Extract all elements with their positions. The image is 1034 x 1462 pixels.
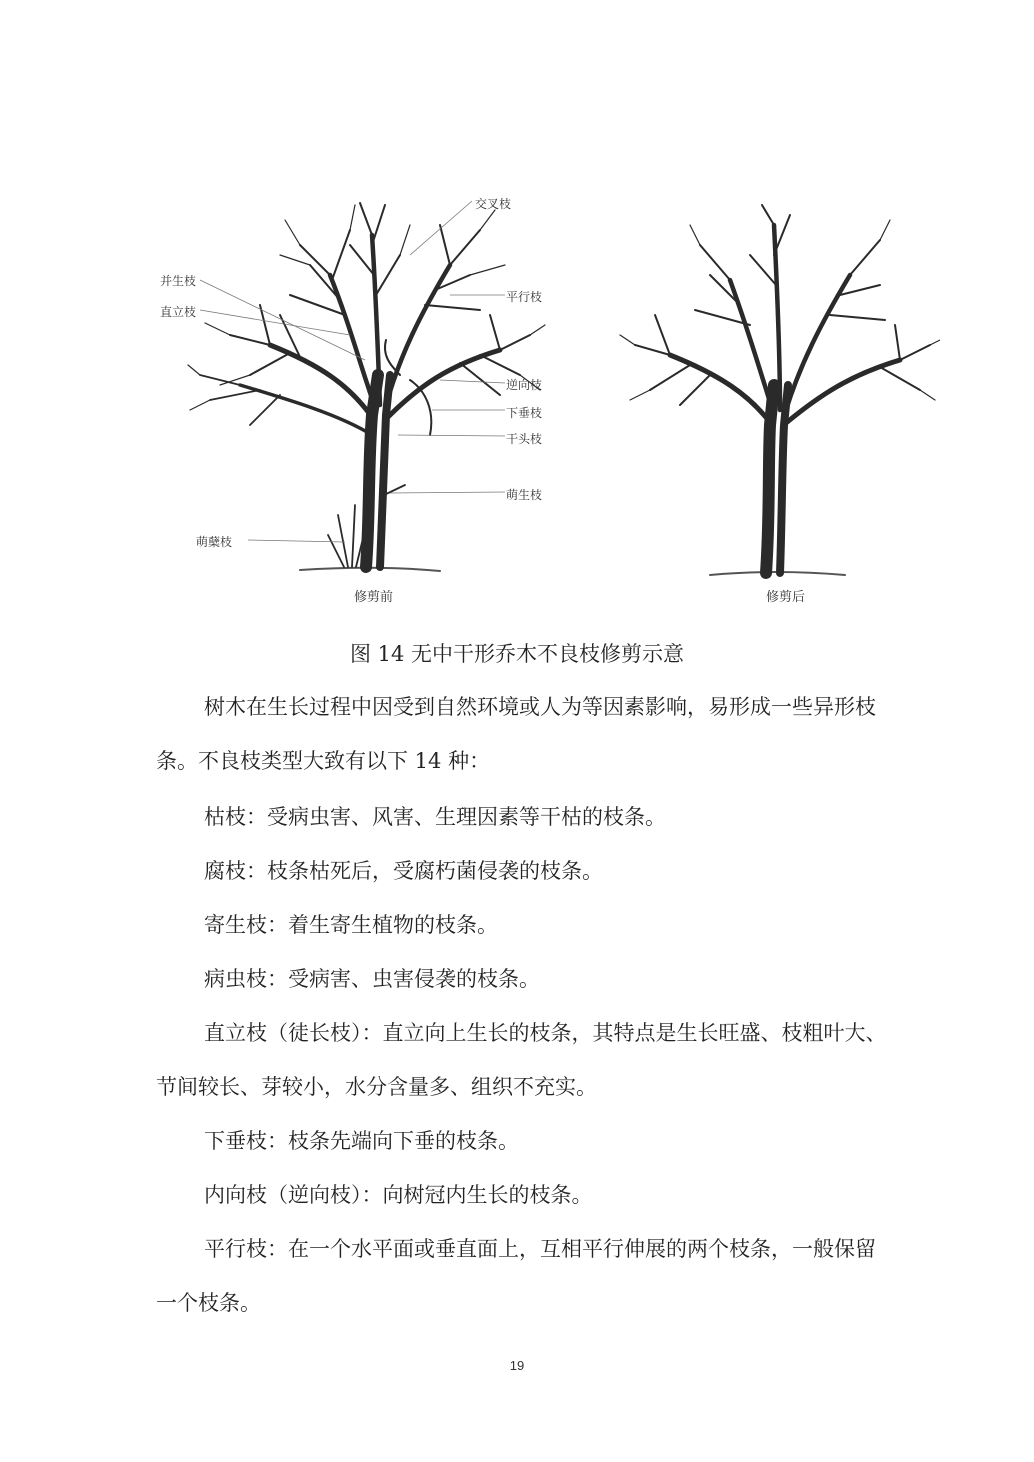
paragraph-rotten-branch: 腐枝：枝条枯死后，受腐朽菌侵袭的枝条。 xyxy=(204,859,603,883)
paragraph-intro: 树木在生长过程中因受到自然环境或人为等因素影响，易形成一些异形枝条。不良枝类型大致有以下 14 种： xyxy=(156,695,876,773)
label-parallel-growth-branch: 并生枝 xyxy=(160,274,197,288)
paragraph-diseased-branch: 病虫枝：受病害、虫害侵袭的枝条。 xyxy=(204,967,540,991)
pruning-figure xyxy=(150,185,940,615)
tree-before xyxy=(188,203,545,571)
label-before-pruning: 修剪前 xyxy=(354,590,394,605)
label-crossing-branch: 交叉枝 xyxy=(475,197,512,211)
figure-caption: 图 14 无中干形乔木不良枝修剪示意 xyxy=(349,642,685,666)
label-sprout-branch: 萌生枝 xyxy=(506,488,543,502)
leader-lines xyxy=(200,201,505,542)
page-number: 19 xyxy=(509,1358,525,1373)
label-sucker-branch: 萌蘖枝 xyxy=(196,535,233,549)
tree-illustration xyxy=(150,185,940,615)
label-reverse-branch: 逆向枝 xyxy=(506,378,543,392)
paragraph-inward-branch: 内向枝（逆向枝）：向树冠内生长的枝条。 xyxy=(204,1183,593,1207)
paragraph-dead-branch: 枯枝：受病虫害、风害、生理因素等干枯的枝条。 xyxy=(204,805,666,829)
label-parallel-branch: 平行枝 xyxy=(506,290,543,304)
paragraph-upright-branch: 直立枝（徒长枝）：直立向上生长的枝条，其特点是生长旺盛、枝粗叶大、节间较长、芽较小，水分含量多、组织不充实。 xyxy=(156,1021,887,1099)
label-upright-branch: 直立枝 xyxy=(160,305,197,319)
label-trunk-head-branch: 干头枝 xyxy=(506,432,543,446)
paragraph-parallel-branch: 平行枝：在一个水平面或垂直面上，互相平行伸展的两个枝条，一般保留一个枝条。 xyxy=(156,1237,876,1315)
label-drooping-branch: 下垂枝 xyxy=(506,406,543,420)
paragraph-drooping-branch: 下垂枝：枝条先端向下垂的枝条。 xyxy=(204,1129,519,1153)
tree-after xyxy=(620,205,940,575)
label-after-pruning: 修剪后 xyxy=(766,590,806,605)
paragraph-parasitic-branch: 寄生枝：着生寄生植物的枝条。 xyxy=(204,913,498,937)
